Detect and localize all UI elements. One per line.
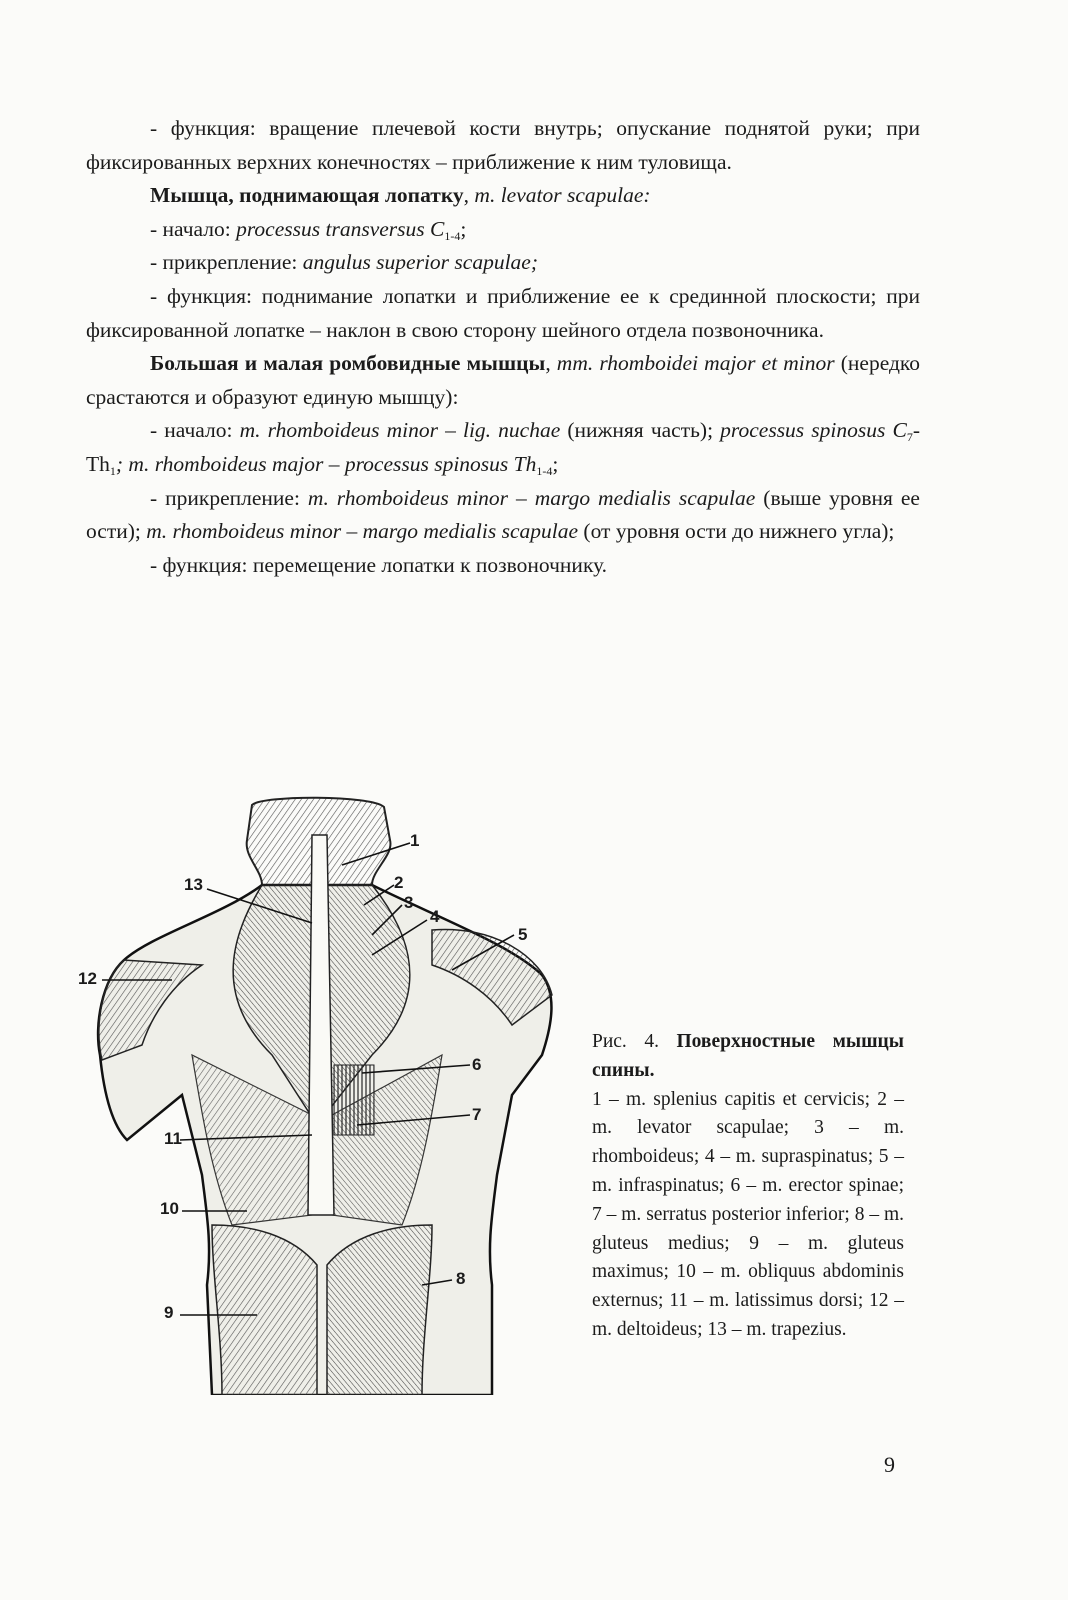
body-text: [86, 112, 920, 582]
levator-latin: m. levator scapulae:: [474, 183, 651, 208]
back-muscles-illustration: [72, 795, 572, 1395]
callout-8: 8: [456, 1269, 466, 1288]
caption-title: Поверхностные мышцы спины.: [592, 1031, 905, 1081]
paragraph-function-1: - функция: вращение плечевой кости внутрь; опускание поднятой руки; при фиксированных верхних конечностях – приближение к ним туловища.: [86, 116, 920, 174]
levator-start: - начало: processus transversus $C_{1-4}$;: [150, 216, 467, 243]
back-muscles-figure: [72, 795, 572, 1395]
callout-12: 12: [78, 969, 97, 988]
rhomb-function: - функция: перемещение лопатки к позвоночнику.: [150, 552, 608, 577]
levator-title: Мышца, поднимающая лопатку: [150, 183, 464, 208]
rhomb-latin: mm. rhomboidei major et minor: [556, 351, 835, 376]
levator-attach: - прикрепление: angulus superior scapulae;: [150, 250, 539, 275]
callout-4: 4: [430, 907, 440, 926]
levator-heading: Мышца, поднимающая лопатку, m. levator scapulae:: [150, 183, 651, 208]
callout-2: 2: [394, 873, 404, 892]
caption-body: 1 – m. splenius capitis et cervicis; 2 – m. levator scapulae; 3 – m. rhomboideus; 4 – m. supraspinatus; 5 – m. infraspinatus; 6 – m. erector spinae; 7 – m. serratus posterior inferior; 8 – m. gluteus medius; 9 – m. gluteus maximus; 10 – m. obliquus abdominis externus; 11 – m. latissimus dorsi; 12 – m. deltoideus; 13 – m. trapezius.: [592, 1088, 904, 1340]
rhomb-attach: - прикрепление: m. rhomboideus minor – margo medialis scapulae (выше уровня ее ости); m. rhomboideus minor – margo medialis scapulae (от уровня ости до нижнего угла);: [86, 485, 920, 544]
levator-function: - функция: поднимание лопатки и приближение ее к срединной плоскости; при фиксированной лопатке – наклон в свою сторону шейного отдела позвоночника.: [86, 283, 920, 342]
callout-7: 7: [472, 1105, 482, 1124]
figure-caption: [592, 1028, 904, 1345]
rhomb-heading: Большая и малая ромбовидные мышцы, mm. rhomboidei major et minor (нередко срастаются и образуют единую мышцу):: [86, 351, 921, 409]
callout-5: 5: [518, 925, 528, 944]
callout-3: 3: [404, 893, 414, 912]
rhomb-title: Большая и малая ромбовидные мышцы: [150, 351, 546, 376]
rhomb-start: - начало: m. rhomboideus minor – lig. nuchae (нижняя часть); processus spinosus $C_7-Th_1$; m. rhomboideus major – processus spinosus $Th_{1-4}$;: [86, 418, 921, 478]
callout-9: 9: [164, 1303, 174, 1322]
callout-6: 6: [472, 1055, 482, 1074]
callout-1: 1: [410, 831, 420, 850]
callout-11: 11: [164, 1129, 182, 1148]
page-number: 9: [884, 1452, 895, 1477]
callout-10: 10: [160, 1199, 179, 1218]
caption-label: Рис. 4.: [592, 1031, 677, 1052]
callout-13: 13: [184, 875, 203, 894]
